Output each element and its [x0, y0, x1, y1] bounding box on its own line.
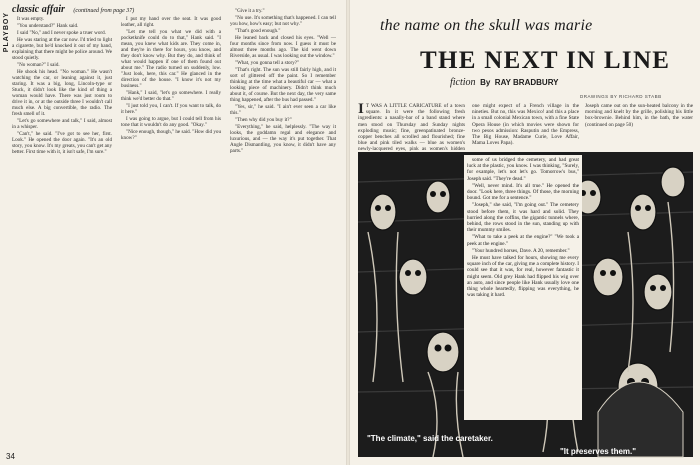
paragraph: "Your hundred horses, Dave. A 20, remember." [472, 247, 570, 254]
page-number: 34 [6, 452, 15, 461]
running-head [12, 4, 134, 15]
headline-quote: the name on the skull was marie [380, 17, 593, 34]
byline-by: By [480, 78, 491, 87]
paragraph: "Joseph," she said, "I'm going out." The cemetery stood before them, it was hard and solid. They hurried along the coffins, the gigantic tunnels where, behind, the rows stood in the sun, standing up with their mummy smiles. [467, 202, 579, 234]
paragraph: He leaned back and closed his eyes. "Well — four months since from now. I guess it must be almost three months ago. The kid went down Riverside, as usual. I was looking out the window." [230, 35, 336, 59]
paragraph: "You understand?" Hank said. [17, 23, 79, 29]
paragraph: "Let's go somewhere and talk," I said, almost in a whisper. [12, 118, 112, 130]
drop-cap: I [358, 101, 364, 117]
paragraph: I put my hand over the seat. It was good leather, all right. [121, 16, 221, 28]
byline-author: RAY BRADBURY [494, 78, 559, 87]
paragraph: "Hank," I said, "let's go somewhere. I really think we'd better do that." [121, 90, 221, 102]
paragraph: "Can't," he said. "I've got to see her, first. Look." He opened the door again. "It's an old story, you know. It's my greats, you can't get any better. First time with it, it isn't safe, I'm sure." [12, 131, 112, 155]
left-column-3 [230, 8, 336, 444]
paragraph: "What to take a peek at the engine?" "We took a peek at the engine." [467, 234, 579, 247]
byline [450, 77, 559, 88]
illustration-credit: DRAWINGS BY RICHARD STABB [580, 94, 662, 99]
paragraph: "Everything," he said, helplessly. "The way it looks, the goddamn regal and elegance and luxurious, and — the way it's put together. That Angle Dismantling, you know, it didn't have any parts." [230, 124, 336, 154]
paragraph: "No woman?" I said. [17, 62, 60, 68]
left-page [0, 0, 346, 465]
paragraph: "Nice enough, though," he said. "How did you know?" [121, 129, 221, 141]
paragraph: "Yes, sir," he said. "I ain't ever seen a car like this." [230, 104, 336, 116]
right-column-1 [358, 103, 465, 155]
paragraph: some of us bridged the cemetery, and had great luck at the plastic, you know. I was thinking, "Surely, for example, let's not let's go. Tomorrow's bus," Joseph said. "They're dead." [467, 157, 579, 182]
continued-from: (continued from page 37) [73, 8, 135, 14]
right-column-3 [585, 103, 693, 155]
running-head-title: classic affair [12, 4, 65, 15]
paragraph: "Let me tell you what we did with a pocketknife could do to that," Hank said. "I mean, you knew what kids are. They come in, and they're in there for hours, you know, and they don't know why. But they do, and think of what would happen if one of them found out about me." The radio turned on suddenly, low. "Just look, here, this car." He glanced in the direction of the house. "I know it's not my business." [121, 29, 221, 89]
paragraph: "I just told you, I can't. If you want to talk, do it here." [121, 103, 221, 115]
paragraph: "Then why did you buy it?" [235, 117, 292, 123]
paragraph: I said "No," and I never spoke a truer word. [17, 30, 106, 36]
paragraph: "Give it a try." [235, 8, 265, 14]
paragraph: He shook his head. "No woman." He wasn't watching the car, or leaning against it, just staring. It was a big, long, Lincoln-type or Stuck, it didn't look like the kind of thing a woman would have. There was just room to drive it in, or at the outside three I wouldn't call much else. A big convertible, the radio. The fresh smell of it. [12, 69, 112, 117]
paragraph: He was staring at the car now. I'd tried to light a cigarette, but he'd knocked it out of my hand, explaining that there might be police around. We stood quietly. [12, 37, 112, 61]
article-title: THE NEXT IN LINE [420, 47, 671, 74]
paragraph: It was empty. [17, 16, 45, 22]
paragraph: one might expect of a French village in the nineties. But no, this was Mexico! and this a place in a small colonial Mexican town, with a fine State Opera House (in which movies were shown for two pesos admission: Rasputin and the Empress, The Big House, Madame Curie, Love Affair, Mama Loves Papa). [472, 103, 579, 147]
magazine-name-vertical: PLAYBOY [3, 12, 10, 53]
illustration-caption-right: "It preserves them." [560, 447, 637, 456]
left-column-1 [12, 16, 112, 452]
paragraph: "Well, never mind. It's all true." He opened the door. "Look here, three things. Of those, the morning bound. Got me for a sentence." [467, 182, 579, 202]
paragraph: "No use. It's something that's happened. I can tell you how, how's easy; but not why." [230, 15, 336, 27]
paragraph: "That's good enough." [235, 28, 281, 34]
byline-prefix: fiction [450, 77, 476, 88]
illustration-caption-left: "The climate," said the caretaker. [367, 434, 493, 443]
paragraph: I was going to argue, but I could tell from his tone that it wouldn't do any good. "Okay." [121, 116, 221, 128]
right-column-2 [472, 103, 579, 155]
paragraph: "What, you gonna tell a story?" [235, 60, 300, 66]
paragraph: Joseph came out on the sun-heated balcony in the morning and knelt by the grille, polishing his little box-brownie. Behind him, in the bath, the water (continued on page 50) [585, 103, 693, 128]
paragraph: He must have talked for hours, showing me every square inch of the car, giving me a complete history. I could see that it was, for real, however fantastic it might seem. Old grey Hank had flipped his wig over an auto, and since people like Hank usually love one thing whole heartedly, flipping was everything, he was taking it hard. [467, 255, 579, 299]
paragraph: "That's right. The sun was still fairly high, and it sort of glittered off the paint. So I remember thinking at the time what a beautiful car — what a looking piece of machinery. Didn't think much about it, of course. But the next day, the very same thing happened, after the bus had passed." [230, 67, 336, 103]
inset-text-column [464, 155, 582, 420]
intro-text: T WAS A LITTLE CARICATURE of a town square. In it were the following fresh ingredients: a nasally-bar of a band stand where men stood on Thursday and Sunday nights exploding music; fine, greenpatinated bronze-copper benches all scrolled and flourished; fine blue and pink tiled walks — blue as women's newly-lacquered eyes, pink as women's hidden [358, 103, 465, 153]
left-column-2 [121, 16, 221, 452]
